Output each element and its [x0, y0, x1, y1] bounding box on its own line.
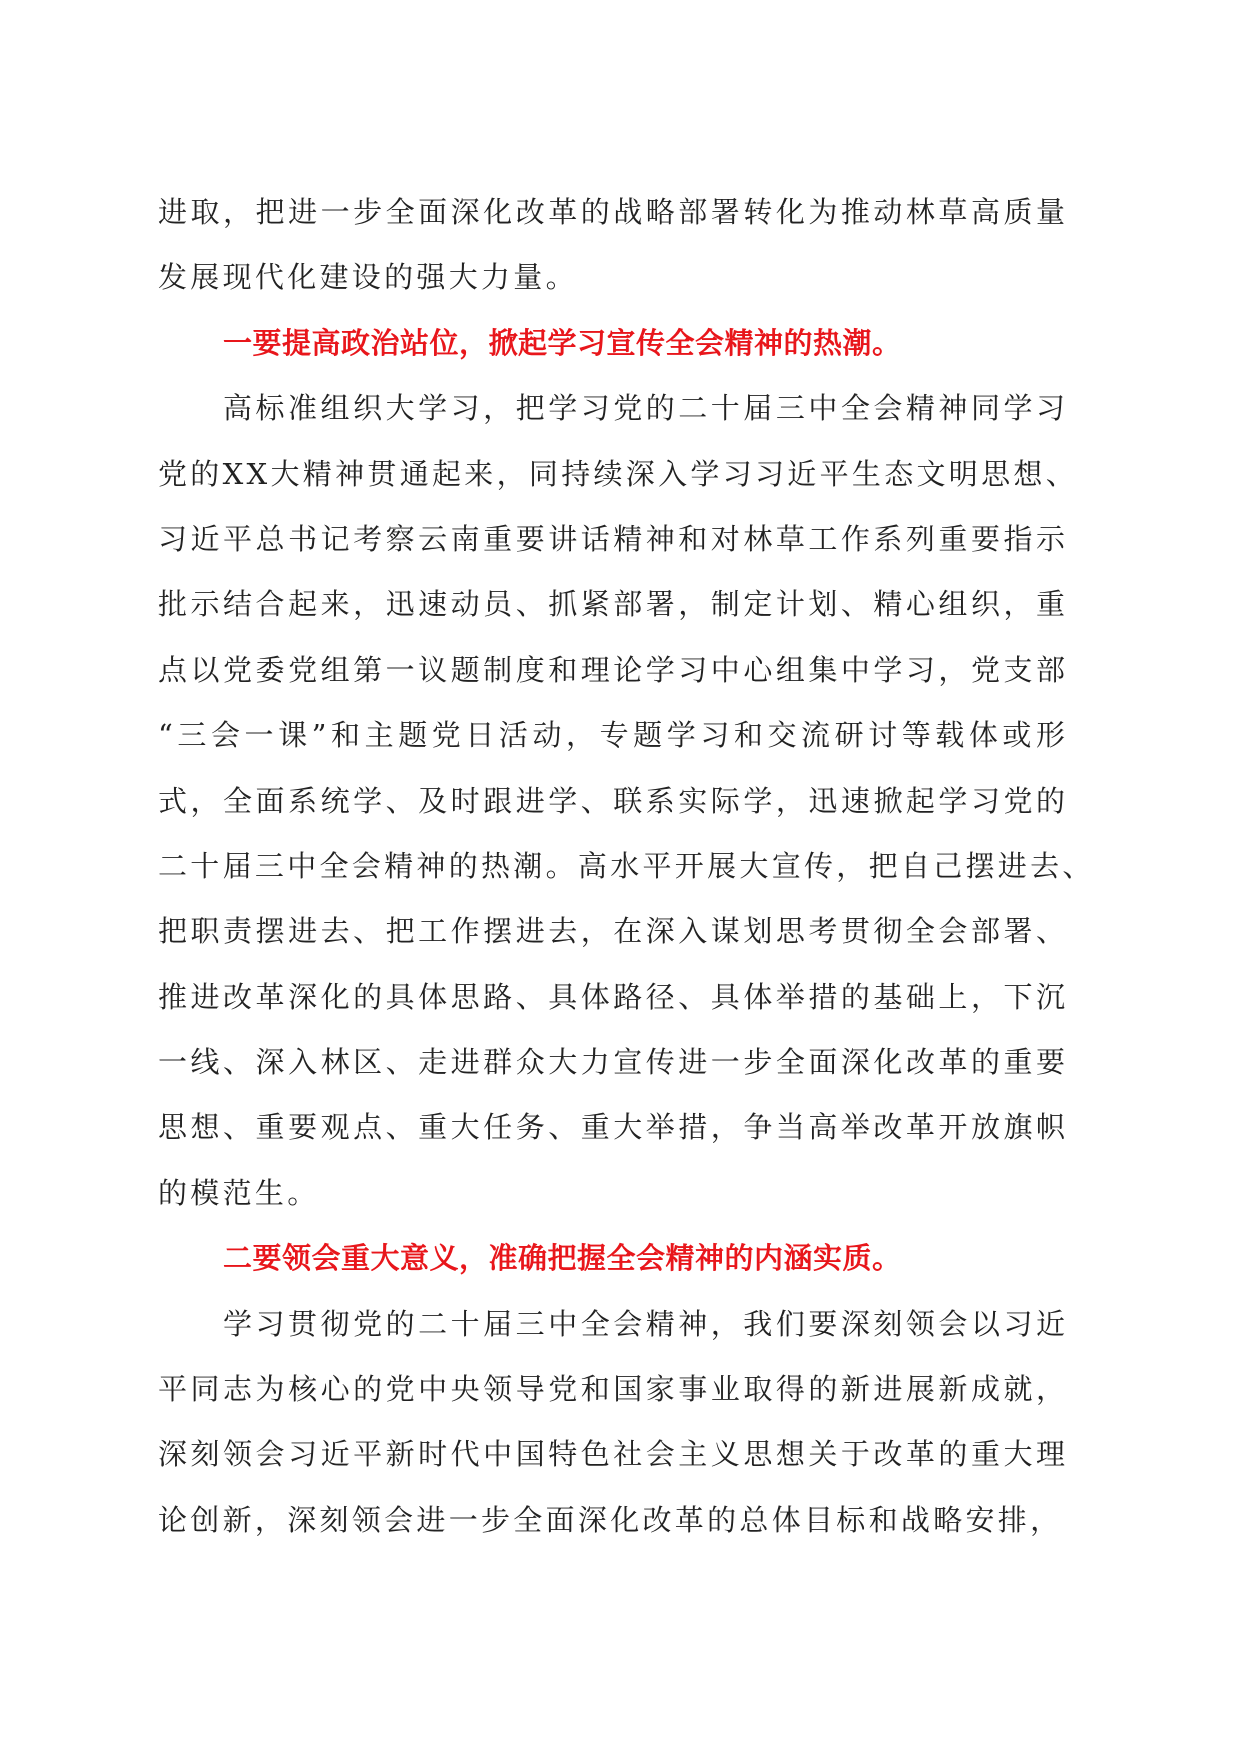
text-line: 点以党委党组第一议题制度和理论学习中心组集中学习，党支部 [158, 652, 1065, 687]
text-line: 思想、重要观点、重大任务、重大举措，争当高举改革开放旗帜 [158, 1110, 1065, 1145]
text-line: 进取，把进一步全面深化改革的战略部署转化为推动林草高质量 [158, 195, 1065, 229]
text-line: 论创新，深刻领会进一步全面深化改革的总体目标和战略安排， [158, 1502, 1063, 1537]
text-line: “三会一课”和主题党日活动，专题学习和交流研讨等载体或形 [158, 718, 1065, 753]
heading-text: 二要领会重大意义，准确把握全会精神的内涵实质。 [223, 1241, 902, 1276]
text-line: 二十届三中全会精神的热潮。高水平开展大宣传，把自己摆进去、 [158, 848, 1095, 883]
text-line: 平同志为核心的党中央领导党和国家事业取得的新进展新成就， [158, 1372, 1065, 1407]
text-line: 的模范生。 [158, 1175, 320, 1210]
text-line: 式，全面系统学、及时跟进学、联系实际学，迅速掀起学习党的 [158, 783, 1065, 818]
text-line: 习近平总书记考察云南重要讲话精神和对林草工作系列重要指示 [158, 521, 1065, 556]
section-heading [158, 1236, 1068, 1301]
document-page [158, 190, 1095, 1563]
body-paragraph [158, 386, 1095, 1236]
text-line: 学习贯彻党的二十届三中全会精神，我们要深刻领会以习近 [223, 1306, 1065, 1341]
text-line: 把职责摆进去、把工作摆进去，在深入谋划思考贯彻全会部署、 [158, 914, 1065, 949]
text-line: 高标准组织大学习，把学习党的二十届三中全会精神同学习 [223, 391, 1065, 426]
text-line: 党的XX大精神贯通起来，同持续深入学习习近平生态文明思想、 [158, 456, 1078, 491]
text-line: 推进改革深化的具体思路、具体路径、具体举措的基础上，下沉 [158, 979, 1065, 1014]
body-paragraph [158, 1302, 1068, 1564]
text-line: 一线、深入林区、走进群众大力宣传进一步全面深化改革的重要 [158, 1045, 1065, 1080]
section-heading [158, 321, 1068, 386]
body-paragraph [158, 190, 1068, 321]
heading-text: 一要提高政治站位，掀起学习宣传全会精神的热潮。 [223, 325, 902, 360]
text-line: 发展现代化建设的强大力量。 [158, 260, 578, 295]
text-line: 深刻领会习近平新时代中国特色社会主义思想关于改革的重大理 [158, 1437, 1065, 1472]
text-line: 批示结合起来，迅速动员、抓紧部署，制定计划、精心组织，重 [158, 587, 1065, 622]
